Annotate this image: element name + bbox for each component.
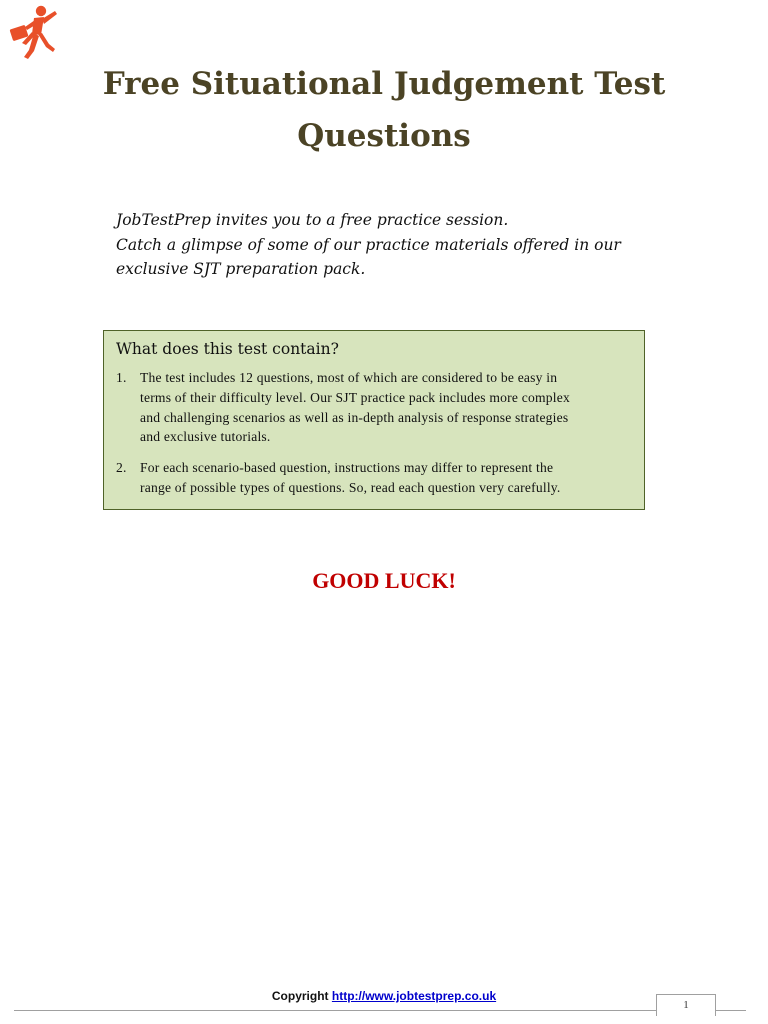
list-item-text (140, 458, 642, 498)
test-contents-heading: What does this test contain? (116, 340, 339, 358)
list-item-text (140, 368, 642, 447)
website-link[interactable]: http://www.jobtestprep.co.uk (331, 989, 497, 1003)
list-item-line: range of possible types of questions. So, read each question very carefully. (140, 479, 561, 495)
list-item-line: For each scenario-based question, instructions may differ to represent the (140, 460, 554, 476)
test-contents-box (103, 330, 645, 510)
footer-divider (14, 1010, 746, 1011)
title-line-1: Free Situational Judgement Test (102, 66, 666, 102)
footer-copyright (0, 989, 768, 1003)
list-item-line: and exclusive tutorials. (140, 429, 271, 445)
page-number: 1 (656, 994, 716, 1016)
intro-line-3: exclusive SJT preparation pack. (116, 260, 366, 278)
list-item-line: terms of their difficulty level. Our SJT practice pack includes more complex (140, 389, 570, 405)
document-title (60, 58, 708, 162)
list-item (116, 458, 642, 498)
running-businessman-icon (8, 2, 64, 60)
intro-line-2: Catch a glimpse of some of our practice materials offered in our (116, 235, 621, 254)
list-item (116, 368, 642, 447)
list-item-line: The test includes 12 questions, most of which are considered to be easy in (140, 370, 558, 385)
list-item-number: 2. (116, 460, 127, 476)
good-luck-message: GOOD LUCK! (312, 568, 456, 593)
title-line-2: Questions (297, 118, 471, 154)
copyright-label: Copyright (271, 989, 329, 1003)
intro-line-1: JobTestPrep invites you to a free practice session. (116, 211, 509, 229)
test-contents-list (116, 368, 642, 509)
list-item-line: and challenging scenarios as well as in-depth analysis of response strategies (140, 409, 569, 425)
list-item-number: 1. (116, 370, 127, 385)
intro-paragraph (116, 208, 676, 282)
